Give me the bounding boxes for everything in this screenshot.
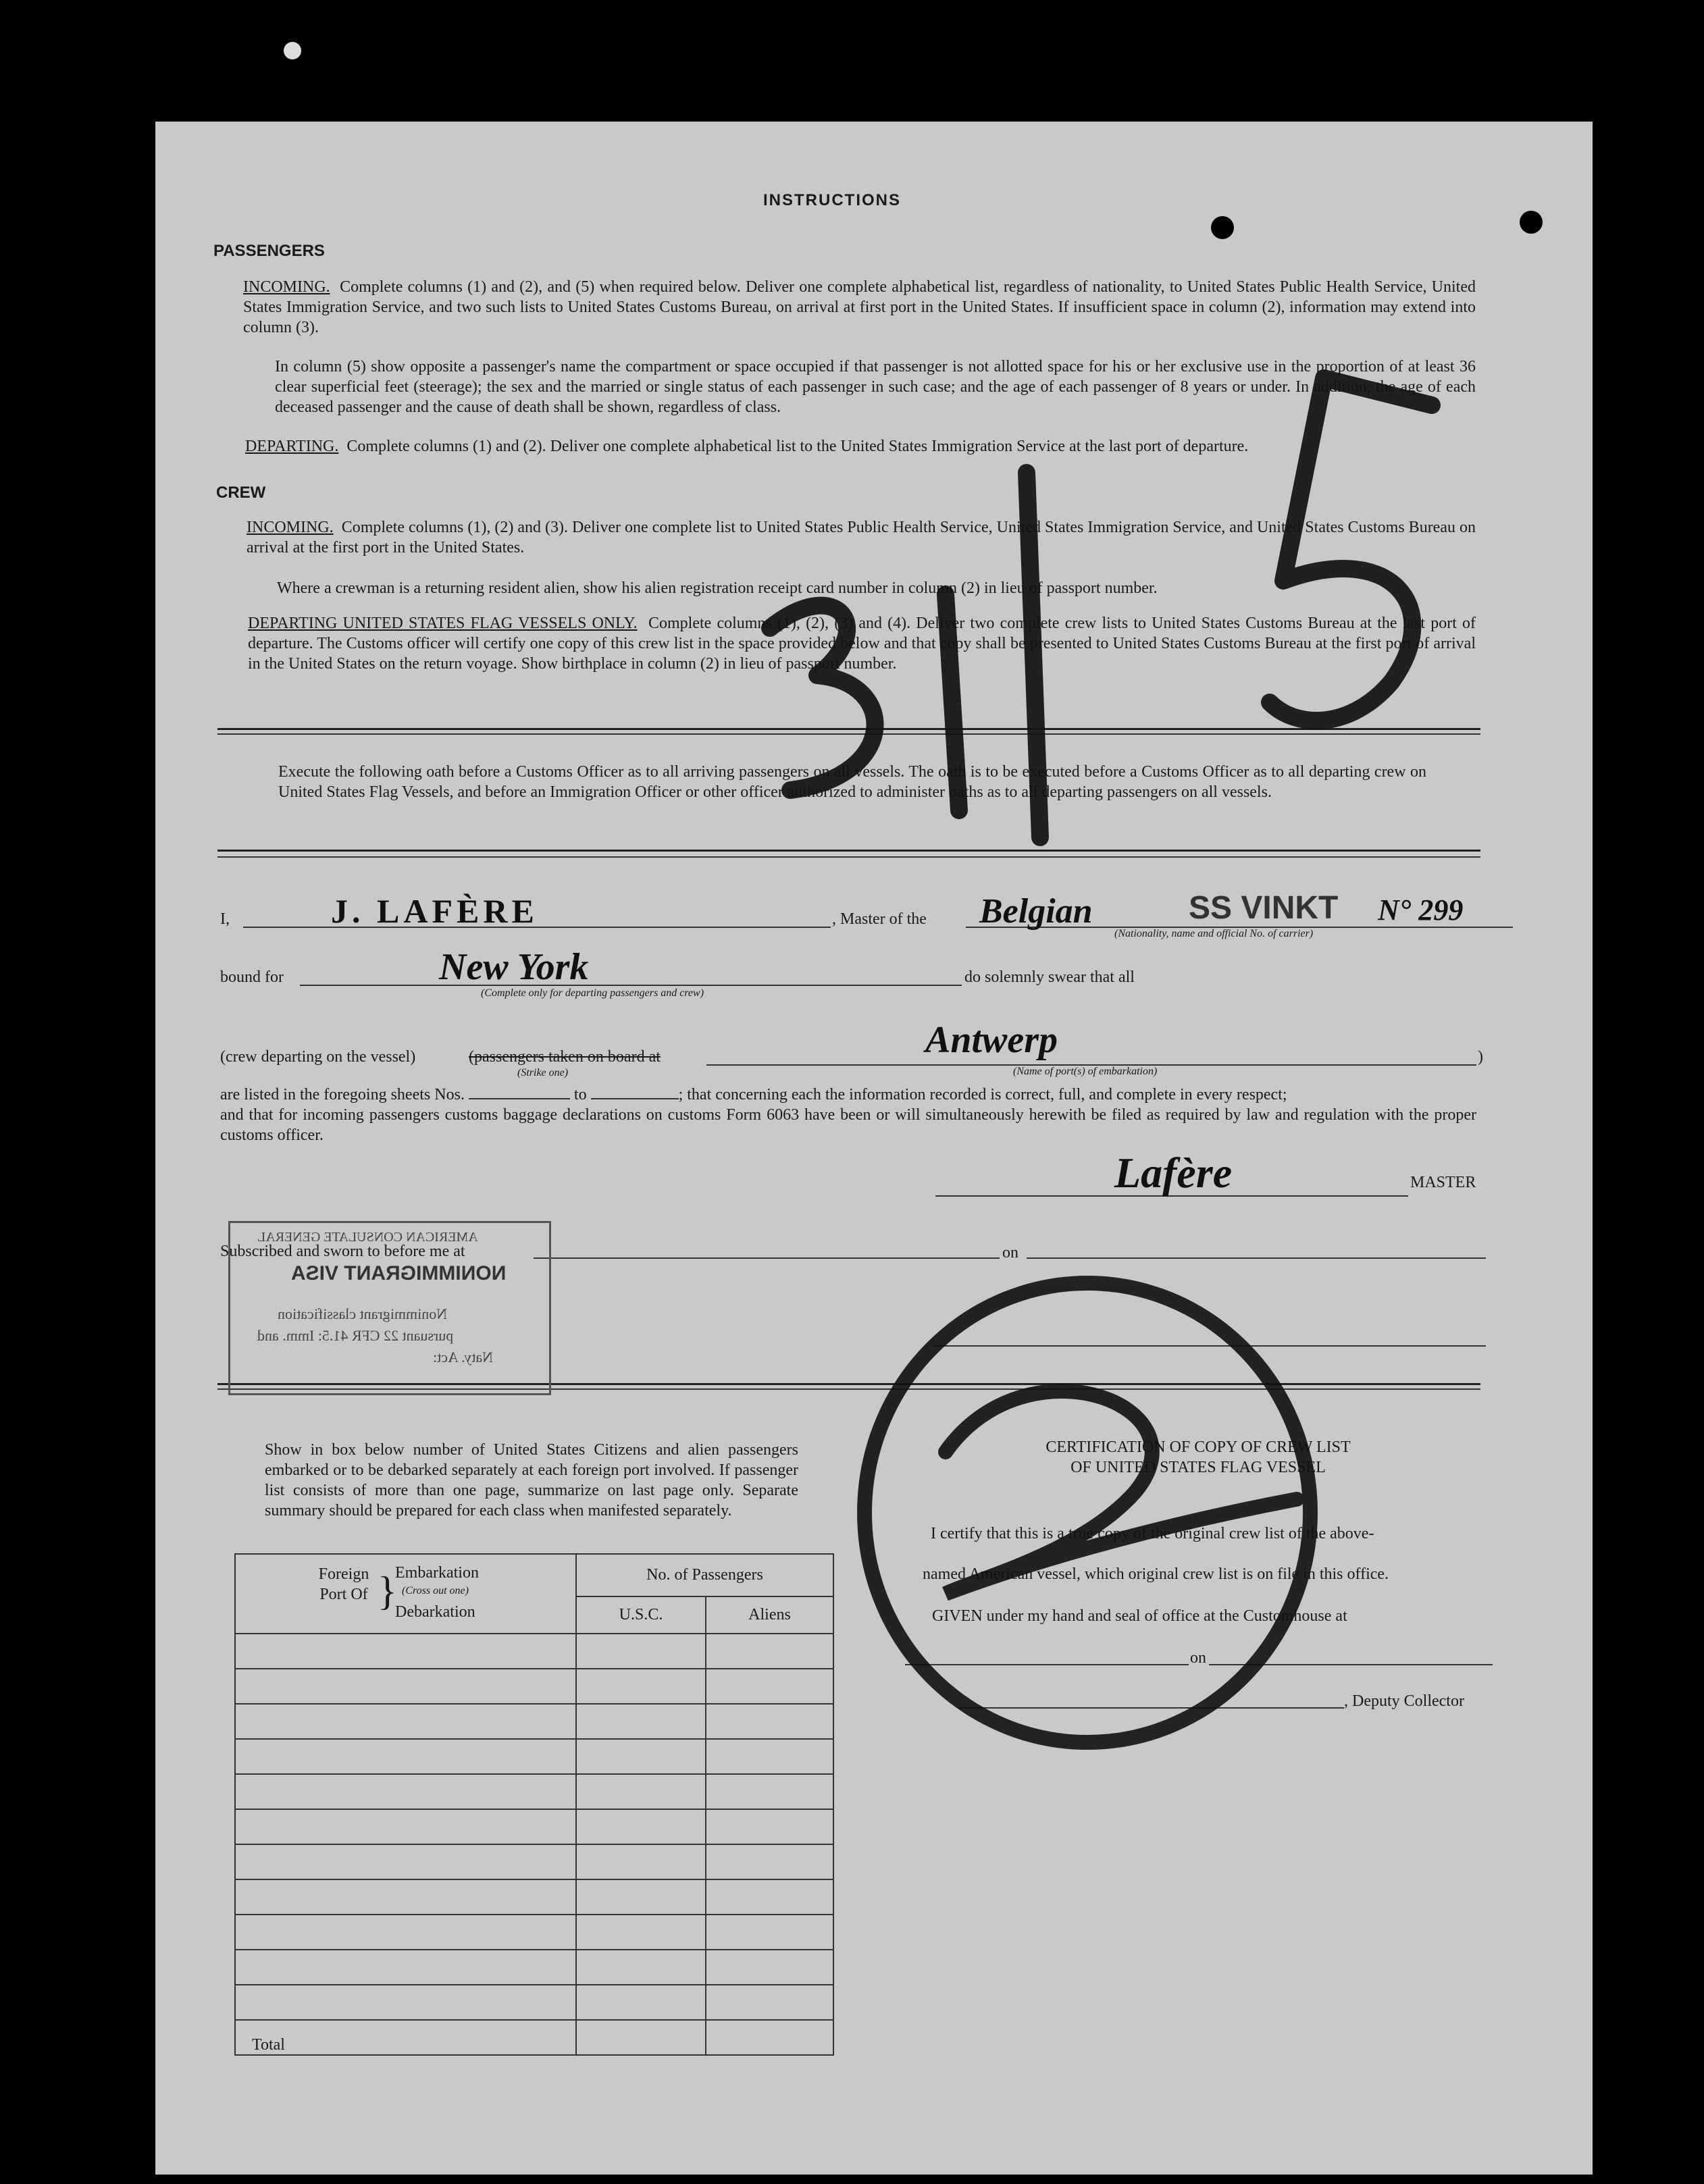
passengers-departing-paragraph — [245, 436, 1476, 457]
master-signature: Lafère — [1114, 1149, 1233, 1197]
certification-title-2: OF UNITED STATES FLAG VESSEL — [1070, 1459, 1326, 1476]
embarkation-caption: (Name of port(s) of embarkation) — [1013, 1066, 1158, 1077]
cross-out-caption: (Cross out one) — [402, 1585, 469, 1596]
stamp-line-1: AMERICAN CONSULATE GENERAL — [257, 1230, 478, 1245]
crew-departing-paragraph — [248, 613, 1476, 674]
port-header-cell — [235, 1554, 576, 1634]
oath-instructions: Execute the following oath before a Customs Officer as to all arriving passengers on all vessels. The oath is to be executed before a Customs Officer as to all departing crew on United States Flag Vessels, and before an Immigration Officer or other officer authorized to administer oaths as to all departing passengers on all vessels. — [278, 763, 1426, 801]
crew-incoming-text: Complete columns (1), (2) and (3). Deliver one complete list to United States Public Health Service, United States Immigration Service, and United States Customs Bureau on arrival at the first port in the United States. — [247, 519, 1476, 556]
brace-glyph: } — [378, 1569, 397, 1613]
subscribed-label: Subscribed and sworn to before me at — [220, 1243, 465, 1260]
listed-text — [220, 1085, 1476, 1105]
no-of-passengers-header: No. of Passengers — [576, 1554, 833, 1596]
stamp-line-4: pursuant 22 CFR 41.5: Imm. and — [257, 1327, 454, 1344]
crew-incoming-label: INCOMING. — [247, 519, 334, 536]
table-row — [235, 1844, 833, 1879]
vessel-name-stamp: SS VINKT — [1189, 890, 1339, 926]
usc-header: U.S.C. — [576, 1596, 706, 1634]
nationality-handwritten: Belgian — [979, 892, 1093, 931]
total-row — [235, 2020, 833, 2055]
crew-incoming-paragraph — [247, 517, 1476, 558]
crew-departing-option: (crew departing on the vessel) — [220, 1048, 416, 1066]
crew-departing-text: Complete columns (1), (2), (3) and (4). Deliver two complete crew lists to United States Customs Bureau at the last port of departure. The Customs officer will certify one copy of this crew list in the space provided below and that copy shall be presented to United States Customs Bureau at the first port of arrival in the United States on the return voyage. Show birthplace in column (2) in lieu of passport number. — [248, 615, 1476, 673]
hole-punch — [1211, 216, 1234, 239]
vessel-number-handwritten: N° 299 — [1378, 893, 1464, 927]
divider — [217, 856, 1480, 858]
debarkation-label: Debarkation — [395, 1603, 475, 1621]
passengers-departing-text: Complete columns (1) and (2). Deliver one complete alphabetical list to the United States Immigration Service at the last port of departure. — [346, 438, 1249, 455]
hole-punch — [1520, 211, 1543, 234]
passengers-departing-label: DEPARTING. — [245, 438, 339, 455]
officer-line — [932, 1345, 1486, 1347]
swear-text: do solemnly swear that all — [964, 968, 1135, 986]
passenger-summary-table — [234, 1553, 834, 2056]
subscribed-on-line — [1027, 1257, 1486, 1259]
foreign-port-of: Foreign Port Of — [318, 1565, 369, 1603]
nationality-caption: (Nationality, name and official No. of carrier) — [1114, 928, 1314, 939]
certification-text-1: I certify that this is a true copy of the original crew list of the above- — [931, 1525, 1374, 1542]
passengers-incoming-text: Complete columns (1) and (2), and (5) when required below. Deliver one complete alphabetical list, regardless of nationality, to United States Public Health Service, United States Immigration Service, and two such lists to United States Customs Bureau, on arrival at first port in the United States. If insufficient space in column (2), information may extend into column (3). — [243, 278, 1476, 336]
embarkation-handwritten: Antwerp — [925, 1019, 1058, 1061]
table-row — [235, 1774, 833, 1809]
certification-text-3: GIVEN under my hand and seal of office at the Customhouse at — [932, 1607, 1347, 1625]
stamp-line-5: Naty. Act: — [433, 1349, 493, 1366]
passengers-on-board-option: (passengers taken on board at — [469, 1048, 661, 1066]
master-of-the-label: , Master of the — [832, 910, 927, 928]
certification-text-2: named American vessel, which original crew list is on file in this office. — [923, 1565, 1389, 1583]
table-row — [235, 1985, 833, 2020]
consulate-stamp — [228, 1221, 551, 1395]
master-name-handwritten: J. LAFÈRE — [331, 892, 538, 930]
box-instructions: Show in box below number of United States Citizens and alien passengers embarked or to be debarked separately at each foreign port involved. If passenger list consists of more than one page, summarize on last page only. Separate summary should be prepared for each class when manifested separately. — [265, 1441, 798, 1519]
close-paren: ) — [1478, 1048, 1483, 1066]
certification-title-1: CERTIFICATION OF COPY OF CREW LIST — [1045, 1438, 1351, 1456]
table-row — [235, 1704, 833, 1739]
strike-one-caption: (Strike one) — [517, 1067, 569, 1078]
to-label: to — [573, 1086, 587, 1103]
table-row — [235, 1634, 833, 1669]
crew-heading: CREW — [216, 484, 266, 502]
passengers-heading: PASSENGERS — [213, 242, 325, 260]
divider — [217, 850, 1480, 852]
table-row — [235, 1950, 833, 1985]
stamp-line-3: Nonimmigrant classification — [278, 1305, 448, 1322]
crew-alien-paragraph: Where a crewman is a returning resident alien, show his alien registration receipt card number in column (2) in lieu of passport number. — [277, 579, 1158, 597]
certification-date-line — [1209, 1664, 1493, 1665]
embarkation-label: Embarkation — [395, 1564, 479, 1582]
hole-punch — [284, 42, 301, 59]
aliens-header: Aliens — [706, 1596, 833, 1634]
bound-for-label: bound for — [220, 968, 284, 986]
subscribed-on-label: on — [1002, 1244, 1018, 1262]
instructions-title: INSTRUCTIONS — [763, 191, 901, 209]
bound-for-handwritten: New York — [439, 946, 589, 988]
divider — [217, 733, 1480, 735]
table-row — [235, 1739, 833, 1774]
table-row — [235, 1915, 833, 1950]
table-row — [235, 1809, 833, 1844]
column5-paragraph: In column (5) show opposite a passenger's name the compartment or space occupied if that passenger is not allotted space for his or her exclusive use in the proportion of at least 36 clear superficial feet (steerage); the sex and the married or single status of each passenger in such case; and the age of each passenger of 8 years or under. In addition, the age of each deceased passenger and the cause of death shall be shown, regardless of class. — [275, 358, 1476, 416]
certification-place-line — [905, 1664, 1189, 1665]
passengers-incoming-paragraph — [243, 277, 1476, 338]
subscribed-line — [534, 1257, 1000, 1259]
oath-i-label: I, — [220, 910, 230, 928]
listed-text-1: are listed in the foregoing sheets Nos. — [220, 1086, 465, 1103]
certification-on-label: on — [1190, 1649, 1206, 1667]
listed-text-3: and that for incoming passengers customs baggage declarations on customs Form 6063 have been or will simultaneously herewith be filed as required by law and regulation with the proper customs officer. — [220, 1106, 1476, 1144]
table-row — [235, 1879, 833, 1915]
total-label: Total — [235, 2020, 576, 2055]
divider — [217, 728, 1480, 730]
listed-text-2: ; that concerning each the information recorded is correct, full, and complete in every respect; — [678, 1086, 1287, 1103]
stamp-line-2: NONIMMIGRANT VISA — [291, 1262, 507, 1284]
bound-for-caption: (Complete only for departing passengers and crew) — [481, 987, 704, 999]
crew-departing-label: DEPARTING UNITED STATES FLAG VESSELS ONLY. — [248, 615, 638, 632]
table-row — [235, 1669, 833, 1704]
master-label: MASTER — [1410, 1174, 1476, 1191]
deputy-collector-line — [959, 1707, 1344, 1709]
passengers-incoming-label: INCOMING. — [243, 278, 330, 296]
deputy-collector-label: , Deputy Collector — [1344, 1692, 1464, 1710]
